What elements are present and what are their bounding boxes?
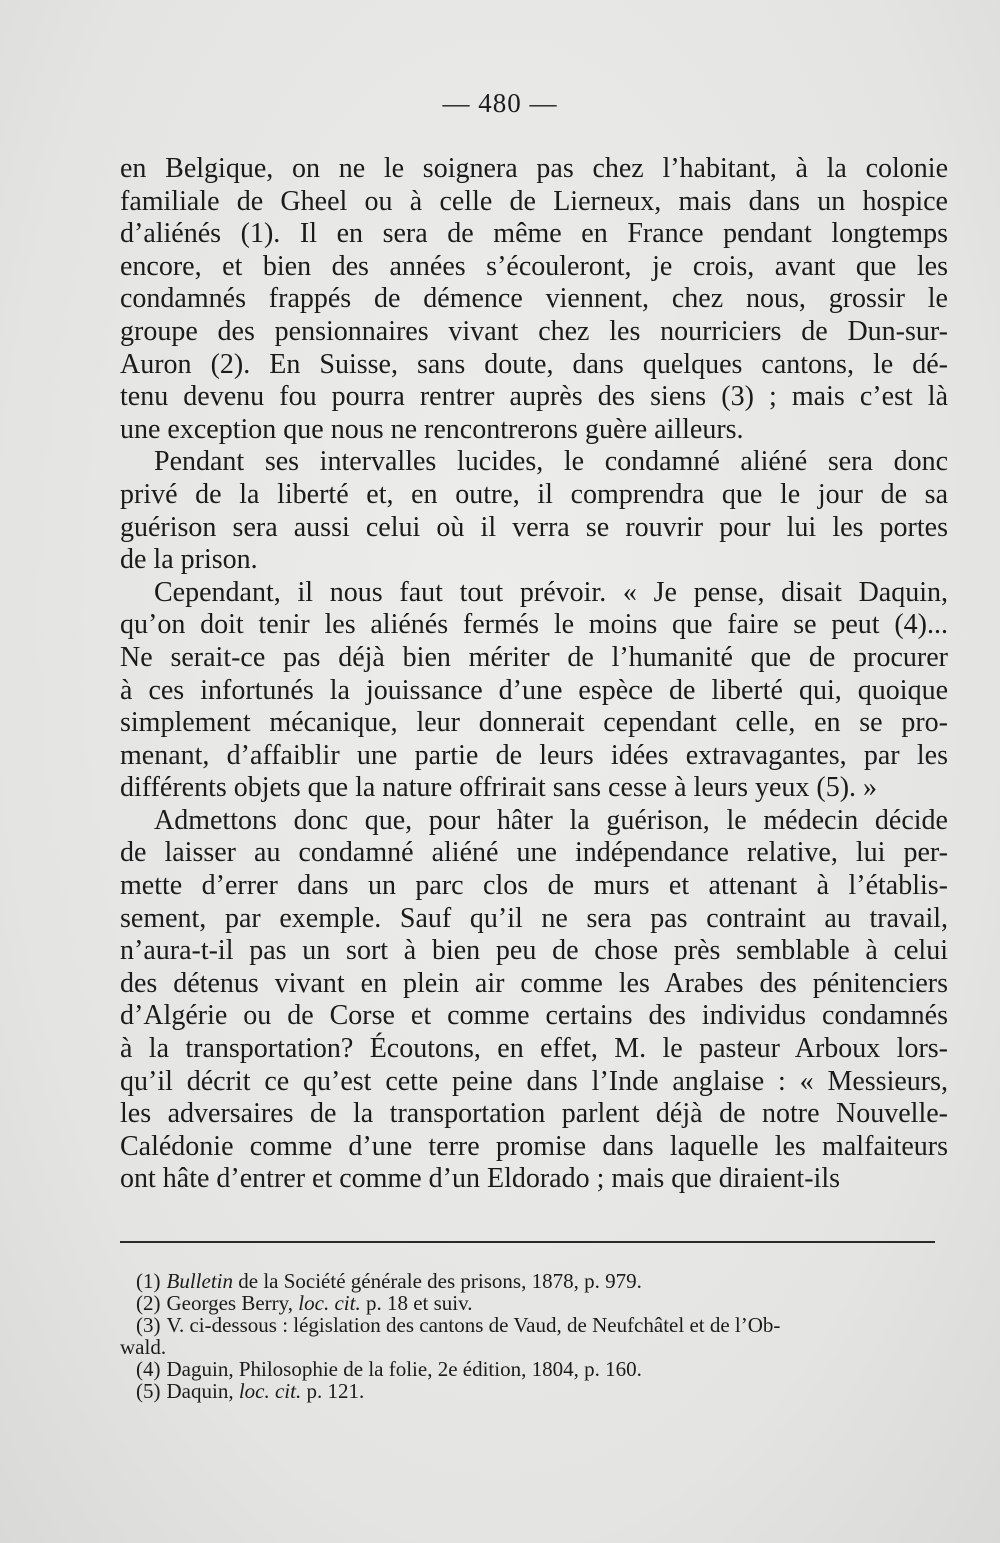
- footnote-text: p. 18 et suiv.: [360, 1291, 473, 1315]
- footnote-italic: Bulletin: [166, 1269, 233, 1293]
- text-line: tenu devenu fou pourra rentrer auprès des siens (3) ; mais c’est là: [120, 381, 948, 413]
- paragraph: [120, 446, 948, 576]
- text-line: mette d’errer dans un parc clos de murs et attenant à l’établis-: [120, 870, 948, 902]
- footnote-text: p. 121.: [301, 1379, 365, 1403]
- text-line: Ne serait-ce pas déjà bien mériter de l’humanité que de procurer: [120, 641, 948, 673]
- text-line: familiale de Gheel ou à celle de Lierneux, mais dans un hospice: [120, 185, 948, 217]
- footnote-number: (2): [136, 1291, 161, 1315]
- footnote-number: (4): [136, 1357, 161, 1381]
- footnote: [120, 1292, 948, 1314]
- footnote-text: de la Société générale des prisons, 1878, p. 979.: [233, 1269, 642, 1293]
- text-line: des détenus vivant en plein air comme les Arabes des pénitenciers: [120, 967, 948, 999]
- footnote-continuation: wald.: [120, 1335, 167, 1359]
- text-line: qu’on doit tenir les aliénés fermés le moins que faire se peut (4)...: [120, 609, 948, 641]
- main-text: [120, 153, 948, 1196]
- paragraph: [120, 577, 948, 805]
- footnote-italic: loc. cit.: [238, 1379, 302, 1403]
- footnote-number: (5): [136, 1379, 161, 1403]
- text-line: n’aura-t-il pas un sort à bien peu de chose près semblable à celui: [120, 935, 948, 967]
- text-line: sement, par exemple. Sauf qu’il ne sera pas contraint au travail,: [120, 902, 948, 934]
- footnote: [120, 1358, 948, 1380]
- text-line: d’Algérie ou de Corse et comme certains des individus condamnés: [120, 1000, 948, 1032]
- footnote-number: (3): [136, 1313, 161, 1337]
- text-line: encore, et bien des années s’écouleront, je crois, avant que les: [120, 250, 948, 282]
- footnote-text: Daguin, Philosophie de la folie, 2e édition, 1804, p. 160.: [166, 1357, 642, 1381]
- footnote-separator: [120, 1241, 935, 1243]
- text-line: menant, d’affaiblir une partie de leurs idées extravagantes, par les: [120, 739, 948, 771]
- text-line: Admettons donc que, pour hâter la guérison, le médecin décide: [154, 804, 948, 836]
- footnote: [120, 1270, 948, 1292]
- text-line: une exception que nous ne rencontrerons guère ailleurs.: [120, 413, 744, 445]
- text-line: Cependant, il nous faut tout prévoir. « Je pense, disait Daquin,: [154, 576, 948, 608]
- footnote-author: Daquin,: [166, 1379, 239, 1403]
- footnote-text: V. ci-dessous : législation des cantons de Vaud, de Neufchâtel et de l’Ob-: [166, 1313, 781, 1337]
- text-line: Auron (2). En Suisse, sans doute, dans quelques cantons, le dé-: [120, 348, 948, 380]
- text-line: guérison sera aussi celui où il verra se rouvrir pour lui les portes: [120, 511, 948, 543]
- text-line: d’aliénés (1). Il en sera de même en France pendant longtemps: [120, 218, 948, 250]
- text-line: ont hâte d’entrer et comme d’un Eldorado ; mais que diraient-ils: [120, 1163, 840, 1195]
- footnote-number: (1): [136, 1269, 161, 1293]
- text-line: de laisser au condamné aliéné une indépendance relative, lui per-: [120, 837, 948, 869]
- footnote: [120, 1380, 948, 1402]
- paragraph: [120, 805, 948, 1196]
- text-line: de la prison.: [120, 544, 258, 576]
- paragraph: [120, 153, 948, 446]
- footnote-italic: loc. cit.: [298, 1291, 361, 1315]
- footnote-author: Georges Berry,: [166, 1291, 299, 1315]
- text-line: Pendant ses intervalles lucides, le condamné aliéné sera donc: [154, 446, 948, 478]
- text-line: condamnés frappés de démence viennent, chez nous, grossir le: [120, 283, 948, 315]
- text-line: Calédonie comme d’une terre promise dans laquelle les malfaiteurs: [120, 1130, 948, 1162]
- text-line: à la transportation? Écoutons, en effet, M. le pasteur Arboux lors-: [120, 1033, 948, 1065]
- text-line: différents objets que la nature offrirait sans cesse à leurs yeux (5). »: [120, 772, 878, 804]
- text-line: privé de la liberté et, en outre, il comprendra que le jour de sa: [120, 478, 948, 510]
- text-line: à ces infortunés la jouissance d’une espèce de liberté qui, quoique: [120, 674, 948, 706]
- footnote: [120, 1314, 948, 1336]
- text-line: en Belgique, on ne le soignera pas chez l’habitant, à la colonie: [120, 153, 948, 184]
- text-line: qu’il décrit ce qu’est cette peine dans l’Inde anglaise : « Messieurs,: [120, 1065, 948, 1097]
- text-line: simplement mécanique, leur donnerait cependant celle, en se pro-: [120, 707, 948, 739]
- text-line: les adversaires de la transportation parlent déjà de notre Nouvelle-: [120, 1098, 948, 1130]
- page-number: — 480 —: [442, 88, 558, 118]
- footnotes: [120, 1270, 948, 1402]
- text-line: groupe des pensionnaires vivant chez les nourriciers de Dun-sur-: [120, 315, 948, 347]
